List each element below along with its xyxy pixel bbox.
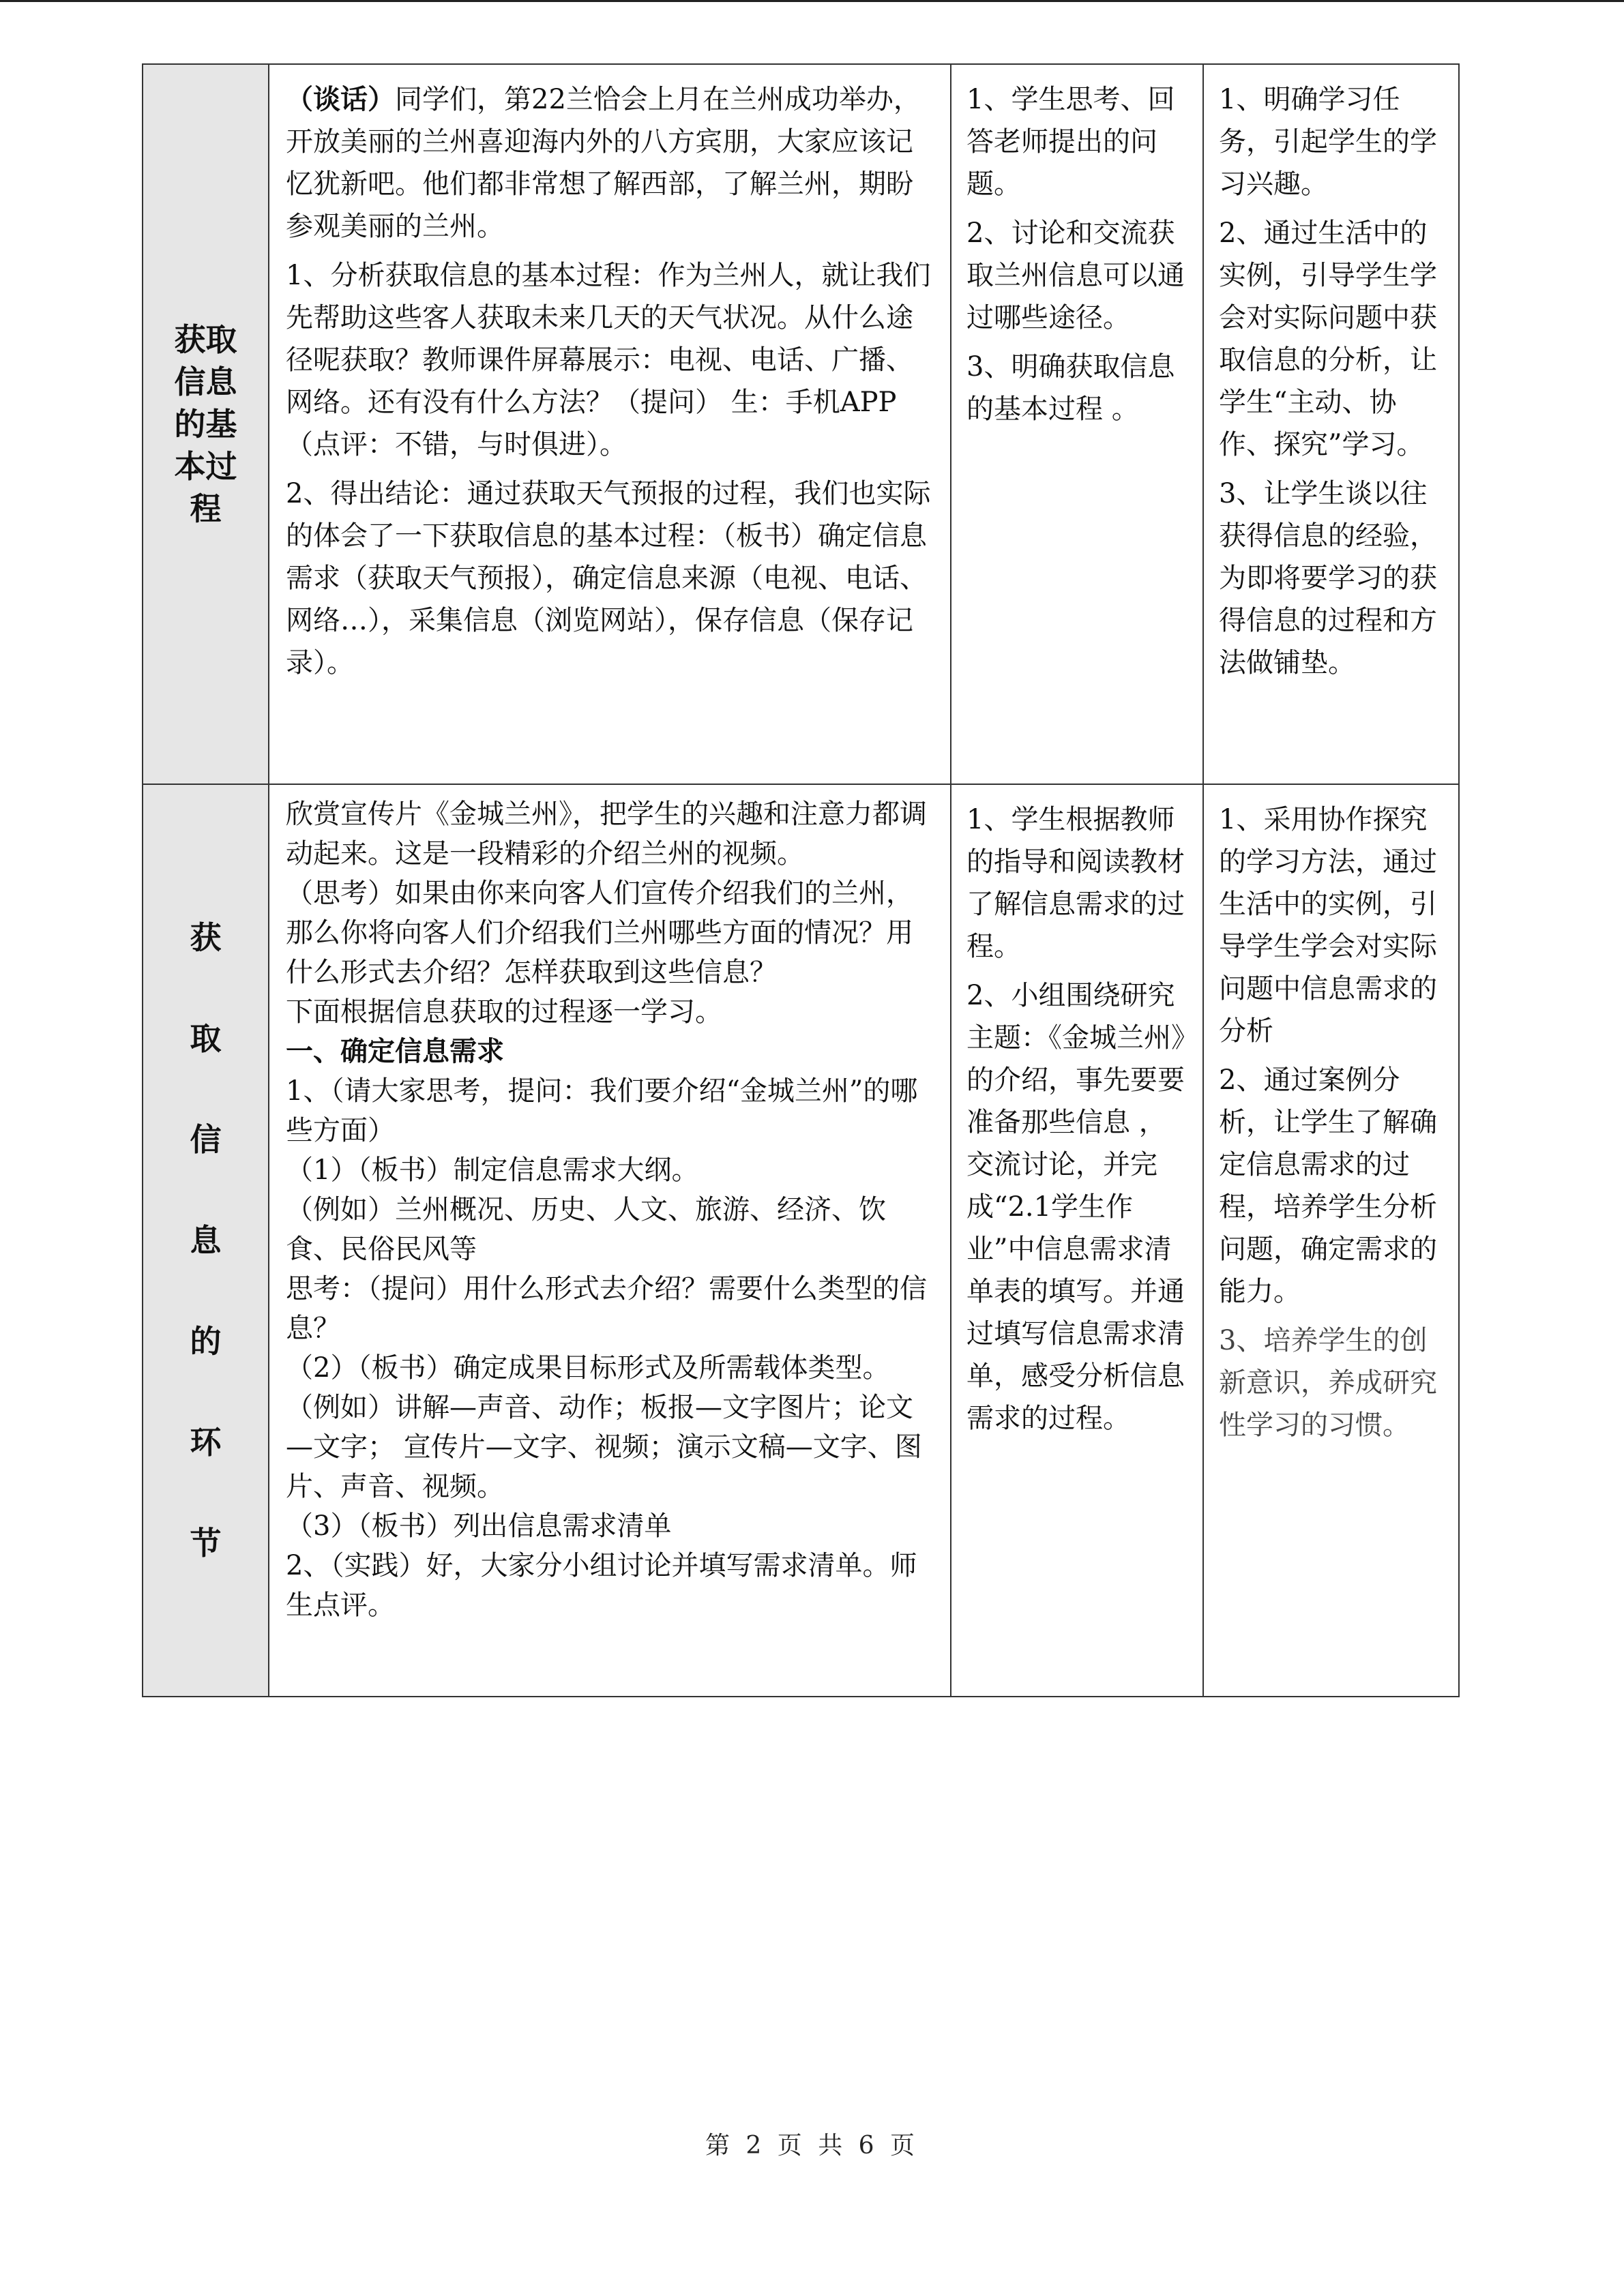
teacher-line: 欣赏宣传片《金城兰州》，把学生的兴趣和注意力都调动起来。这是一段精彩的介绍兰州的视频。 [286, 799, 927, 869]
student-activity-cell [951, 784, 1203, 1697]
goal-item: 2、通过案例分析，让学生了解确定信息需求的过程，培养学生分析问题，确定需求的能力。 [1219, 1064, 1437, 1307]
design-intent-cell [1203, 784, 1459, 1697]
stage-label-line: 的基 [174, 406, 237, 443]
teacher-paragraph [286, 78, 934, 248]
design-intent-cell [1203, 64, 1459, 784]
goal-item: 1、明确学习任务，引起学生的学习兴趣。 [1219, 84, 1437, 200]
student-item: 1、学生根据教师的指导和阅读教材了解信息需求的过程。 [966, 804, 1185, 962]
goal-item: 1、采用协作探究的学习方法，通过生活中的实例，引导学生学会对实际问题中信息需求的分析 [1219, 804, 1437, 1047]
goal-item: 2、通过生活中的实例，引导学生学会对实际问题中获取信息的分析，让学生“主动、协作、探究”学习。 [1219, 218, 1437, 460]
teacher-line: 2、（实践）好，大家分小组讨论并填写需求清单。师生点评。 [286, 1550, 917, 1621]
table-row [143, 64, 1459, 784]
teacher-line: 思考：（提问）用什么形式去介绍？需要什么类型的信息？ [286, 1273, 927, 1344]
table-row [143, 784, 1459, 1697]
teacher-activity-cell [269, 784, 951, 1697]
stage-label-line: 获 [190, 919, 222, 956]
teacher-paragraph: 2、得出结论：通过获取天气预报的过程，我们也实际的体会了一下获取信息的基本过程：（板书）确定信息需求（获取天气预报），确定信息来源（电视、电话、网络…），采集信息（浏览网站），保存信息（保存记录）。 [286, 478, 931, 679]
teacher-line: （1）（板书）制定信息需求大纲。 [286, 1154, 699, 1186]
stage-label-line: 取 [190, 1020, 222, 1057]
student-activity-cell [951, 64, 1203, 784]
stage-label-line: 信 [190, 1121, 222, 1158]
stage-label-line: 节 [190, 1525, 222, 1562]
teacher-line: （例如）讲解—声音、动作；板报—文字图片；论文—文字； 宣传片—文字、视频；演示文稿—文字、图片、声音、视频。 [286, 1392, 922, 1502]
student-item: 3、明确获取信息的基本过程 。 [966, 351, 1175, 425]
teacher-line: 1、（请大家思考，提问：我们要介绍“金城兰州”的哪些方面） [286, 1075, 918, 1146]
talk-label: （谈话） [286, 83, 395, 115]
stage-label-line: 获取 [174, 321, 237, 358]
teacher-line: （思考）如果由你来向客人们宣传介绍我们的兰州，那么你将向客人们介绍我们兰州哪些方面的情况？用什么形式去介绍？怎样获取到这些信息？ [286, 878, 913, 988]
stage-label-line: 程 [190, 490, 222, 527]
teacher-line: （例如）兰州概况、历史、人文、旅游、经济、饮食、民俗民风等 [286, 1194, 886, 1265]
stage-label-line: 信息 [174, 363, 237, 400]
stage-label-line: 的 [190, 1323, 222, 1360]
teacher-paragraph: 1、分析获取信息的基本过程：作为兰州人，就让我们先帮助这些客人获取未来几天的天气状况。从什么途径呢获取？教师课件屏幕展示：电视、电话、广播、网络。还有没有什么方法？（提问） 生：手机APP（点评：不错，与时俱进）。 [286, 260, 931, 460]
student-item: 1、学生思考、回答老师提出的问题。 [966, 84, 1175, 200]
student-item: 2、讨论和交流获取兰州信息可以通过哪些途径。 [966, 218, 1185, 333]
teacher-line: 下面根据信息获取的过程逐一学习。 [286, 996, 722, 1028]
teacher-activity-cell [269, 64, 951, 784]
teacher-line: （2）（板书）确定成果目标形式及所需载体类型。 [286, 1352, 890, 1384]
goal-item: 3、让学生谈以往获得信息的经验，为即将要学习的获得信息的过程和方法做铺垫。 [1219, 478, 1437, 679]
teacher-line: （3）（板书）列出信息需求清单 [286, 1510, 672, 1542]
stage-label-line: 本过 [174, 448, 237, 485]
teacher-text: 同学们，第22兰恰会上月在兰州成功举办，开放美丽的兰州喜迎海内外的八方宾朋，大家应该记忆犹新吧。他们都非常想了解西部，了解兰州，期盼参观美丽的兰州。 [286, 84, 921, 242]
goal-item: 3、培养学生的创新意识，养成研究性学习的习惯。 [1219, 1325, 1437, 1441]
section-heading: 一、确定信息需求 [286, 1035, 504, 1067]
lesson-plan-table [142, 63, 1460, 1697]
student-item: 2、小组围绕研究主题：《金城兰州》的介绍，事先要要准备那些信息 ，交流讨论，并完成“2.1学生作业”中信息需求清单表的填写。并通过填写信息需求清单，感受分析信息需求的过程。 [966, 980, 1185, 1434]
page-number-footer: 第 2 页 共 6 页 [705, 2132, 919, 2160]
page-top-rule [0, 0, 1624, 2]
stage-label-line: 息 [190, 1222, 222, 1259]
stage-cell-acquire-info [143, 784, 269, 1697]
stage-cell-basic-process [143, 64, 269, 784]
stage-label-line: 环 [190, 1424, 222, 1461]
